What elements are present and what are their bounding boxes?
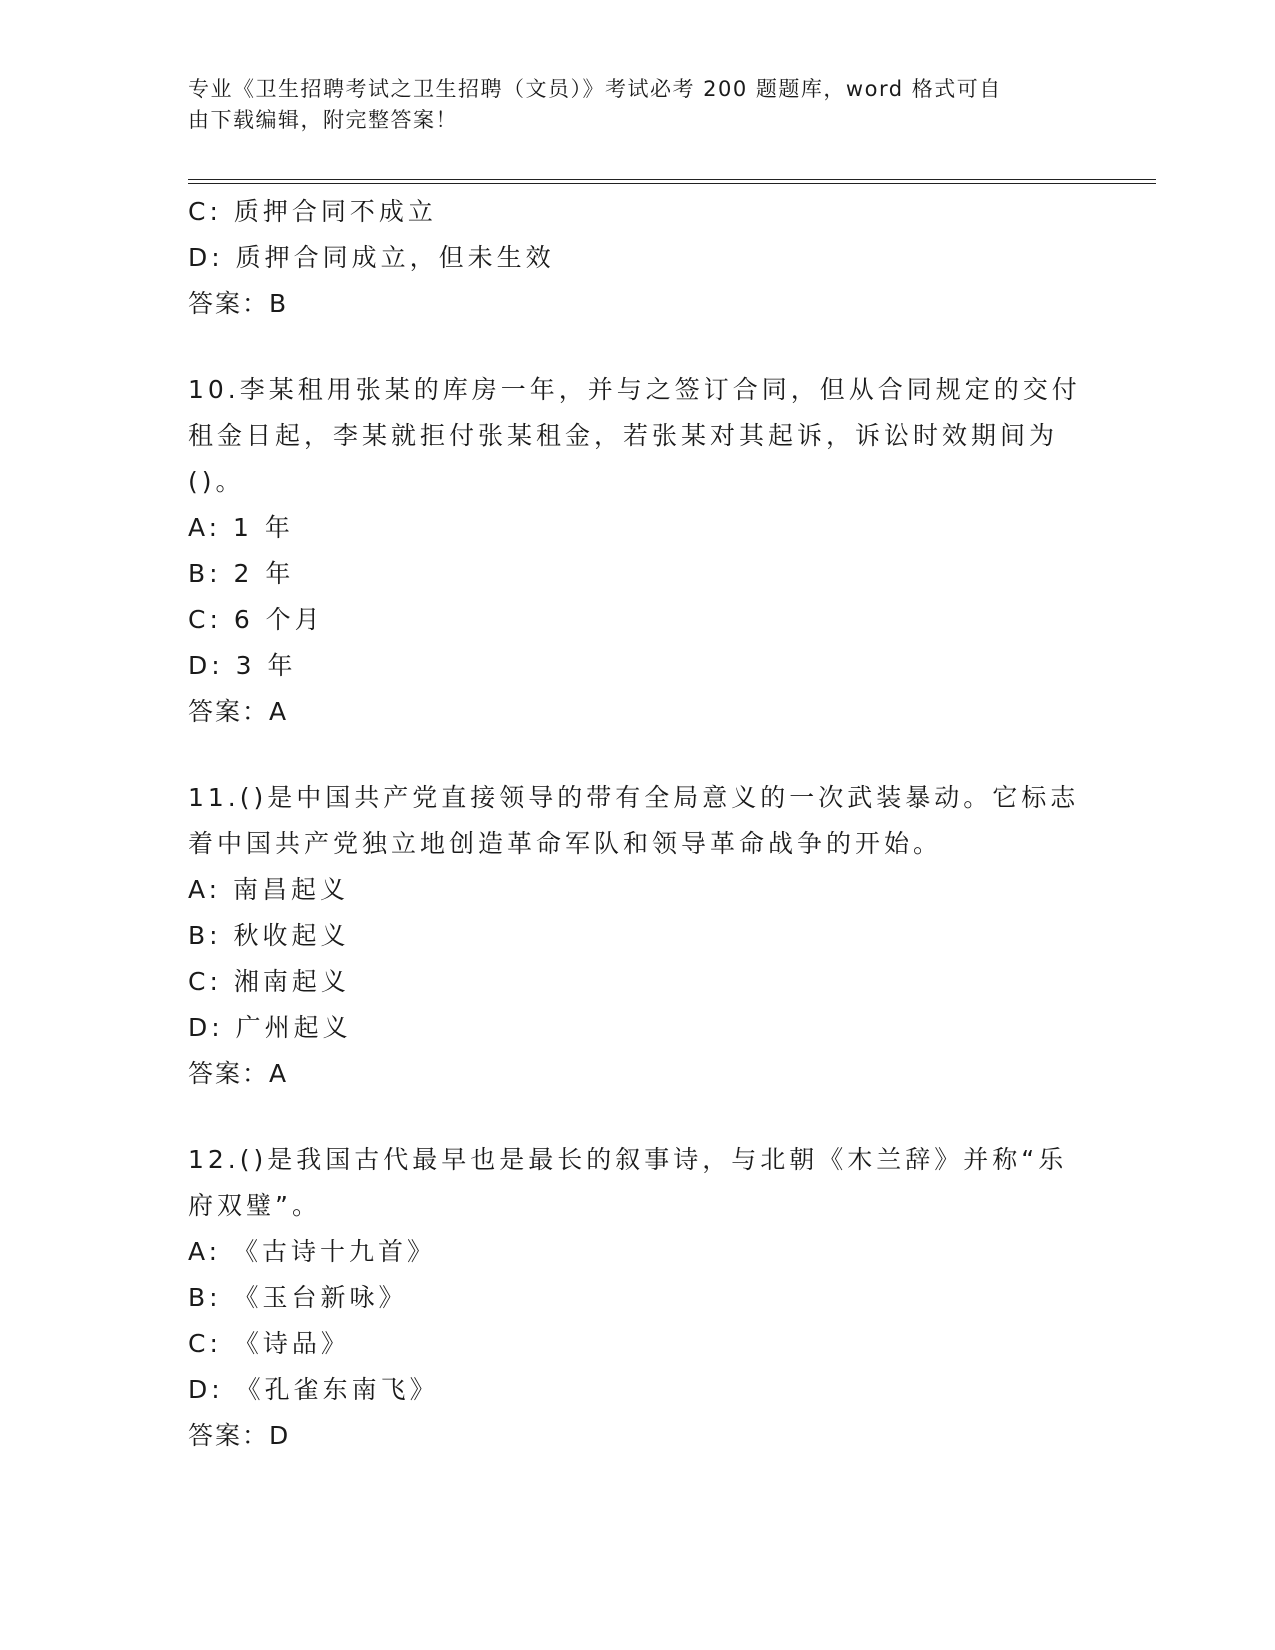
option-a: A: 1 年 bbox=[188, 513, 294, 542]
option-c: C: 《诗品》 bbox=[188, 1329, 350, 1358]
question-11 bbox=[188, 775, 1080, 1097]
option-c: C: 湘南起义 bbox=[188, 967, 350, 996]
question-12 bbox=[188, 1137, 1068, 1459]
option-c: C: 6 个月 bbox=[188, 605, 324, 634]
header-divider-top bbox=[188, 179, 1156, 180]
answer-line: 答案：A bbox=[188, 1059, 289, 1088]
question-text-line: 12.()是我国古代最早也是最长的叙事诗，与北朝《木兰辞》并称“乐 bbox=[188, 1145, 1068, 1174]
option-d: D: 《孔雀东南飞》 bbox=[188, 1375, 439, 1404]
document-header bbox=[188, 74, 1068, 136]
option-a: A: 南昌起义 bbox=[188, 875, 350, 904]
header-line-1: 专业《卫生招聘考试之卫生招聘（文员）》考试必考 200 题题库，word 格式可自 bbox=[188, 77, 1002, 101]
header-line-2: 由下载编辑，附完整答案！ bbox=[188, 108, 458, 132]
answer-line: 答案：B bbox=[188, 289, 289, 318]
option-d: D: 质押合同成立，但未生效 bbox=[188, 243, 555, 272]
question-text-line: 10.李某租用张某的库房一年，并与之签订合同，但从合同规定的交付 bbox=[188, 375, 1081, 404]
answer-line: 答案：A bbox=[188, 697, 289, 726]
question-list bbox=[188, 189, 1081, 1459]
question-text-line: ()。 bbox=[188, 467, 245, 496]
option-c: C: 质押合同不成立 bbox=[188, 197, 437, 226]
option-d: D: 3 年 bbox=[188, 651, 297, 680]
option-d: D: 广州起义 bbox=[188, 1013, 352, 1042]
question-9-continuation bbox=[188, 189, 1068, 327]
question-text-line: 租金日起，李某就拒付张某租金，若张某对其起诉，诉讼时效期间为 bbox=[188, 421, 1059, 450]
question-text-line: 11.()是中国共产党直接领导的带有全局意义的一次武装暴动。它标志 bbox=[188, 783, 1080, 812]
answer-line: 答案：D bbox=[188, 1421, 291, 1450]
option-b: B: 《玉台新咏》 bbox=[188, 1283, 408, 1312]
header-divider-bottom bbox=[188, 183, 1156, 184]
option-a: A: 《古诗十九首》 bbox=[188, 1237, 437, 1266]
question-text-line: 着中国共产党独立地创造革命军队和领导革命战争的开始。 bbox=[188, 829, 943, 858]
option-b: B: 秋收起义 bbox=[188, 921, 350, 950]
question-text-line: 府双璧”。 bbox=[188, 1191, 321, 1220]
question-10 bbox=[188, 367, 1081, 735]
option-b: B: 2 年 bbox=[188, 559, 295, 588]
